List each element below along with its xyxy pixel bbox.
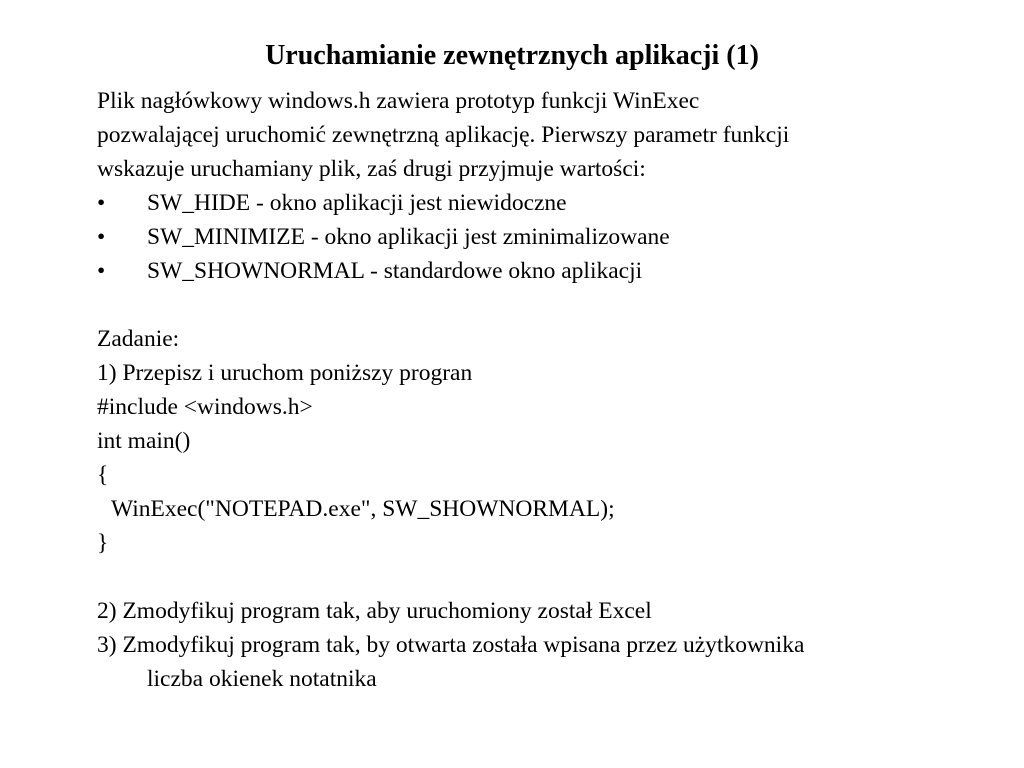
task-step-1: 1) Przepisz i uruchom poniższy progran — [97, 360, 473, 386]
task-heading: Zadanie: — [97, 326, 180, 352]
spacer — [97, 288, 997, 322]
slide-title: Uruchamianie zewnętrznych aplikacji (1) — [265, 40, 759, 71]
bullet-mark: • — [97, 258, 106, 284]
bullet-mark: • — [97, 224, 106, 250]
bullet-mark: • — [97, 190, 106, 216]
bullet-text: SW_HIDE - okno aplikacji jest niewidoczne — [147, 190, 567, 216]
bullet-text: SW_MINIMIZE - okno aplikacji jest zminimalizowane — [147, 224, 670, 250]
code-line: { — [97, 462, 109, 488]
bullet-item — [97, 254, 997, 288]
task-step-3: 3) Zmodyfikuj program tak, by otwarta została wpisana przez użytkownika — [97, 632, 805, 658]
bullet-text: SW_SHOWNORMAL - standardowe okno aplikacji — [147, 258, 643, 284]
code-line: WinExec("NOTEPAD.exe", SW_SHOWNORMAL); — [111, 496, 615, 522]
task-step-2: 2) Zmodyfikuj program tak, aby uruchomiony został Excel — [97, 598, 652, 624]
code-line: #include <windows.h> — [97, 394, 313, 420]
bullet-item — [97, 186, 997, 220]
slide-content — [97, 84, 997, 696]
intro-line: Plik nagłówkowy windows.h zawiera prototyp funkcji WinExec — [97, 88, 700, 114]
code-line: int main() — [97, 428, 191, 454]
code-line: } — [97, 530, 109, 556]
intro-line: wskazuje uruchamiany plik, zaś drugi przyjmuje wartości: — [97, 156, 646, 182]
spacer — [97, 560, 997, 594]
bullet-item — [97, 220, 997, 254]
intro-line: pozwalającej uruchomić zewnętrzną aplikację. Pierwszy parametr funkcji — [97, 122, 790, 148]
task-step-3-continuation: liczba okienek notatnika — [147, 666, 377, 692]
